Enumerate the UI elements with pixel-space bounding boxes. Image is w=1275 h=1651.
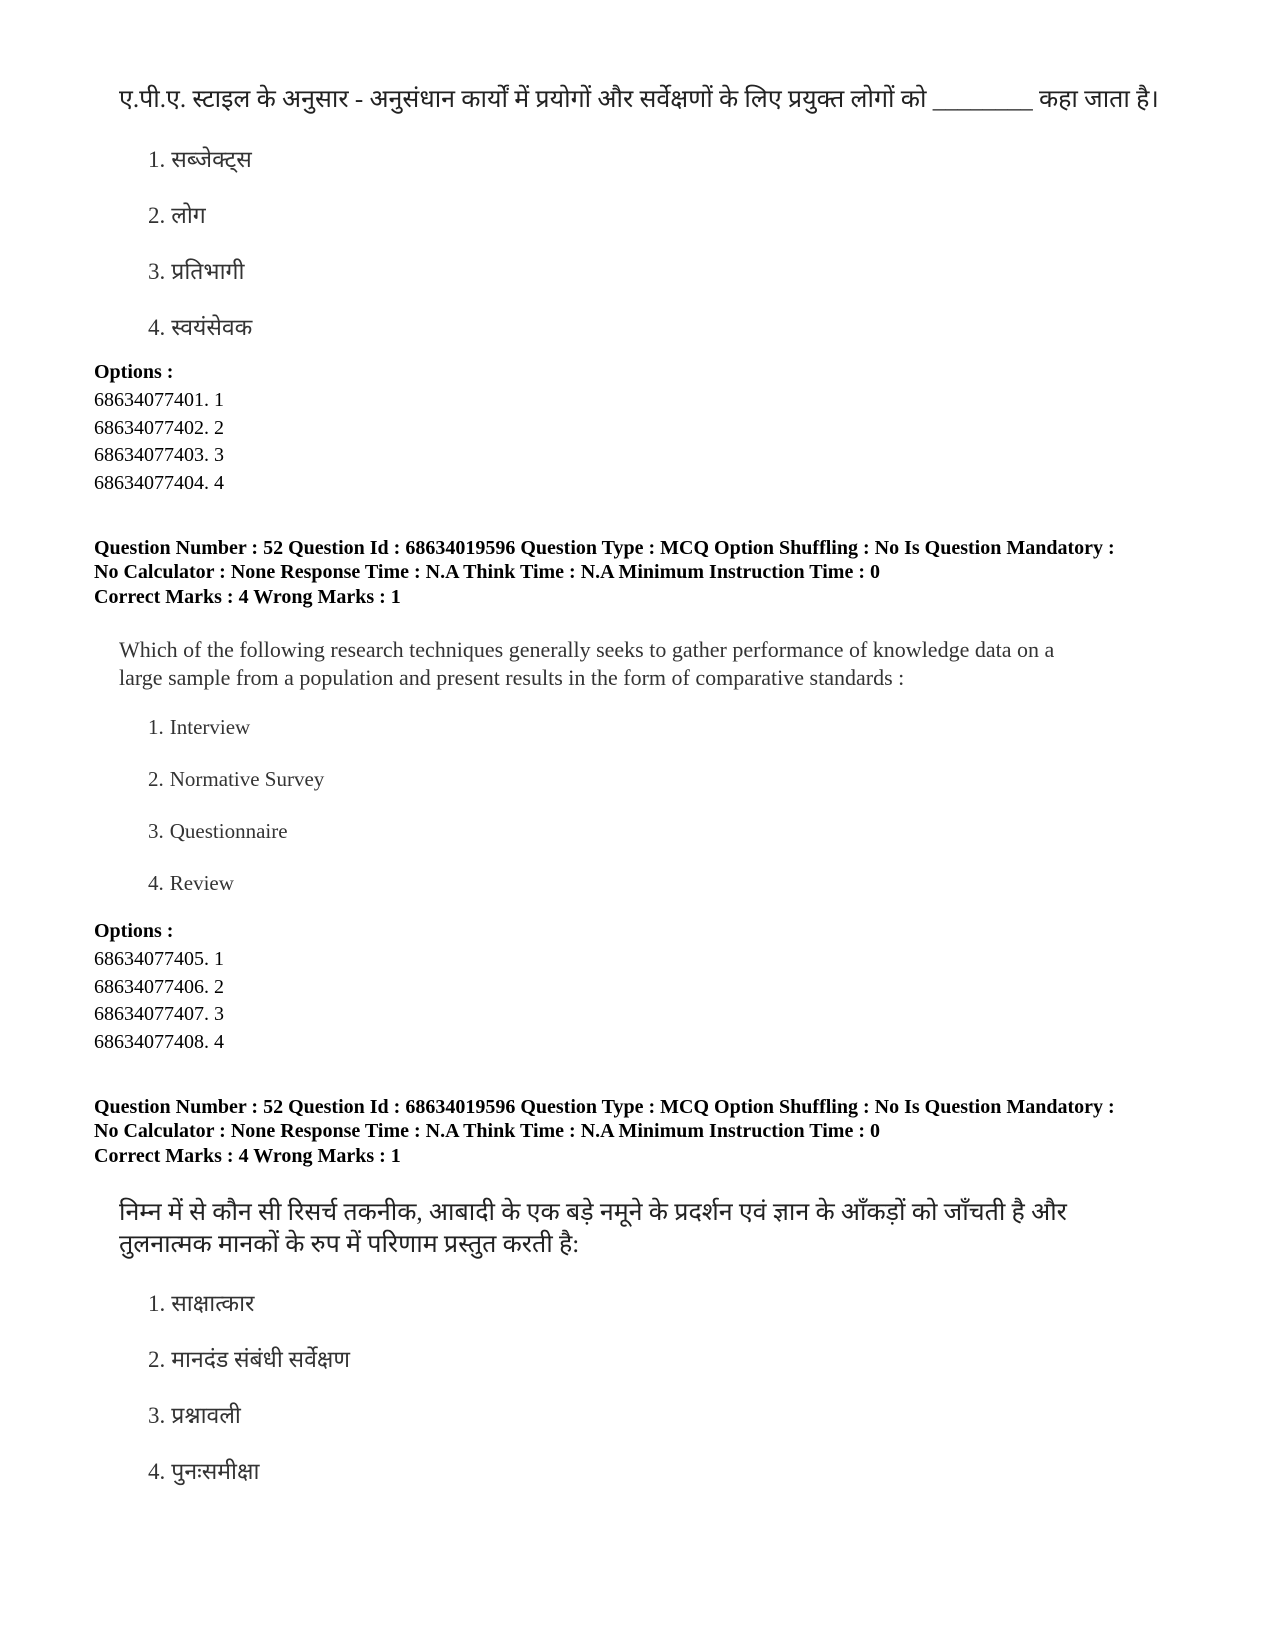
option-4 (148, 871, 234, 896)
option-4 (148, 1454, 259, 1486)
option-label: Interview (169, 715, 251, 739)
question-meta (94, 536, 1254, 584)
option-label: Review (169, 871, 234, 895)
question-text (119, 636, 1139, 692)
question-text-line: तुलनात्मक मानकों के रुप में परिणाम प्रस्तुत करती है: (119, 1231, 580, 1258)
option-1 (148, 715, 250, 740)
option-label: प्रश्नावली (171, 1403, 241, 1428)
option-id: 68634077401. 1 (94, 389, 224, 411)
option-number: 3. (148, 1403, 166, 1428)
option-id: 68634077403. 3 (94, 444, 224, 466)
question-meta-line: Question Number : 52 Question Id : 68634019596 Question Type : MCQ Option Shuffling : No Is Question Mandatory : (94, 537, 1115, 559)
question-marks: Correct Marks : 4 Wrong Marks : 1 (94, 1145, 401, 1167)
option-label: लोग (171, 203, 206, 228)
option-number: 2. (148, 203, 166, 228)
option-label: प्रतिभागी (171, 259, 245, 284)
option-number: 3. (148, 819, 164, 843)
question-meta (94, 1095, 1254, 1143)
option-label: मानदंड संबंधी सर्वेक्षण (171, 1347, 350, 1372)
option-number: 3. (148, 259, 166, 284)
option-id: 68634077407. 3 (94, 1003, 224, 1025)
question-text-line: large sample from a population and present results in the form of comparative standards : (119, 665, 905, 690)
option-number: 2. (148, 1347, 166, 1372)
option-2 (148, 1342, 350, 1374)
option-label: Normative Survey (169, 767, 325, 791)
option-label: साक्षात्कार (171, 1291, 255, 1316)
option-id: 68634077406. 2 (94, 976, 224, 998)
option-number: 1. (148, 1291, 166, 1316)
question-marks: Correct Marks : 4 Wrong Marks : 1 (94, 586, 401, 608)
option-4 (148, 310, 252, 342)
option-number: 4. (148, 1459, 166, 1484)
option-2 (148, 198, 206, 230)
option-number: 4. (148, 315, 166, 340)
question-meta-line: No Calculator : None Response Time : N.A Think Time : N.A Minimum Instruction Time : 0 (94, 561, 880, 583)
question-text-line: निम्न में से कौन सी रिसर्च तकनीक, आबादी के एक बड़े नमूने के प्रदर्शन एवं ज्ञान के आँकड़ों को जाँचती है और (119, 1199, 1067, 1226)
option-label: सब्जेक्ट्स (171, 147, 252, 172)
option-number: 2. (148, 767, 164, 791)
option-number: 4. (148, 871, 164, 895)
question-meta-line: Question Number : 52 Question Id : 68634019596 Question Type : MCQ Option Shuffling : No Is Question Mandatory : (94, 1096, 1115, 1118)
option-1 (148, 1286, 254, 1318)
option-3 (148, 819, 288, 844)
option-id: 68634077402. 2 (94, 417, 224, 439)
option-label: स्वयंसेवक (171, 315, 253, 340)
option-label: पुनःसमीक्षा (171, 1459, 260, 1484)
option-number: 1. (148, 715, 164, 739)
option-number: 1. (148, 147, 166, 172)
option-1 (148, 142, 252, 174)
question-meta-line: No Calculator : None Response Time : N.A Think Time : N.A Minimum Instruction Time : 0 (94, 1120, 880, 1142)
options-heading: Options : (94, 361, 174, 383)
option-id: 68634077405. 1 (94, 948, 224, 970)
question-text: ए.पी.ए. स्टाइल के अनुसार - अनुसंधान कार्यों में प्रयोगों और सर्वेक्षणों के लिए प्रयुक्त लोगों को ________ कहा जाता है। (119, 86, 1159, 113)
question-text (119, 1197, 1067, 1261)
option-2 (148, 767, 324, 792)
option-3 (148, 254, 244, 286)
options-heading: Options : (94, 920, 174, 942)
question-text-line: Which of the following research techniques generally seeks to gather performance of knowledge data on a (119, 637, 1055, 662)
option-id: 68634077404. 4 (94, 472, 224, 494)
option-label: Questionnaire (169, 819, 288, 843)
option-3 (148, 1398, 241, 1430)
option-id: 68634077408. 4 (94, 1031, 224, 1053)
